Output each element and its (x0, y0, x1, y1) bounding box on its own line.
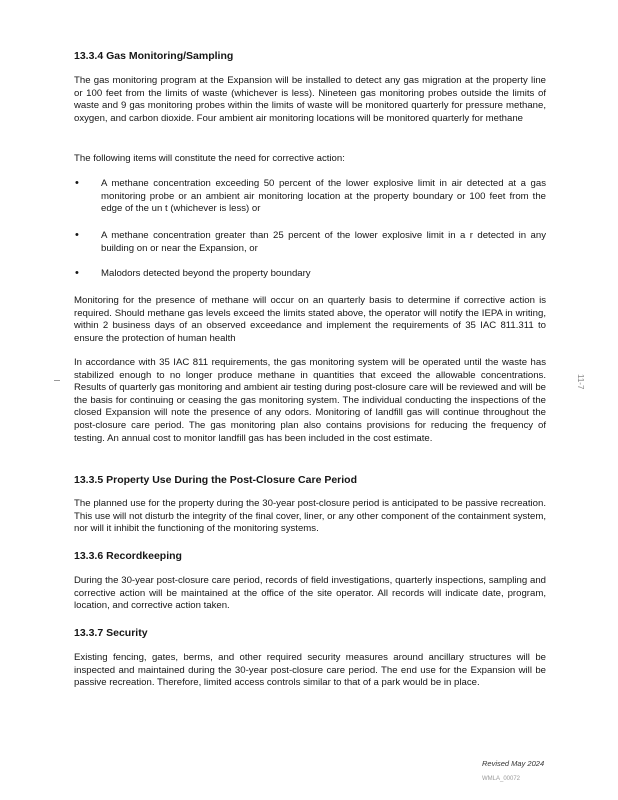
bullet-item-methane-building: A methane concentration greater than 25 percent of the lower explosive limit in a r detected in any building on or near the Expansion, or (101, 230, 546, 254)
bullet-item-malodors: Malodors detected beyond the property boundary (101, 268, 311, 279)
bullet-item-methane-probe: A methane concentration exceeding 50 percent of the lower explosive limit in air detected at a gas monitoring probe or an ambient air monitoring location at the property boundary or 100 feet from the edge of the un t (whichever is less) or (101, 178, 546, 215)
paragraph-security: Existing fencing, gates, berms, and other required security measures around ancillary structures will be inspected and maintained during the 30-year post-closure care period. The end use for the Expansion will be passive recreation. Therefore, limited access controls similar to that of a park would be in place. (74, 652, 546, 689)
footer-bates-number: WMLA_00072 (482, 776, 521, 782)
bullet-marker: • (75, 267, 79, 279)
section-heading-property-use: 13.3.5 Property Use During the Post-Closure Care Period (74, 474, 357, 486)
bullet-marker: • (75, 229, 79, 241)
paragraph-methane-quarterly: Monitoring for the presence of methane will occur on an quarterly basis to determine if corrective action is required. Should methane gas levels exceed the limits stated above, the operator will notify the IEPA in writing, within 2 business days of an observed exceedance and implement the requirements of 35 IAC 811.311 to ensure the protection of human health (74, 295, 546, 344)
paragraph-gas-monitoring-program: The gas monitoring program at the Expansion will be installed to detect any gas migration at the property line or 100 feet from the limits of waste (whichever is less). Nineteen gas monitoring probes outside the limits of waste and 9 gas monitoring probes within the limits of waste will be monitored quarterly for pressure methane, oxygen, and carbon dioxide. Four ambient air monitoring locations will be monitored quarterly for methane (74, 75, 546, 124)
paragraph-recordkeeping: During the 30-year post-closure care period, records of field investigations, quarterly inspections, sampling and corrective action will be maintained at the office of the site operator. All records will indicate date, program, location, and corrective action taken. (74, 575, 546, 612)
paragraph-811-requirements: In accordance with 35 IAC 811 requirements, the gas monitoring system will be operated until the waste has stabilized enough to no longer produce methane in quantities that exceed the allowable concentrations. Results of quarterly gas monitoring and ambient air testing during post-closure care will be reviewed and will be the basis for continuing or ceasing the gas monitoring system. The individual conducting the inspections of the closed Expansion will note the presence of any odors. Monitoring of landfill gas will continue throughout the post-closure care period. The gas monitoring plan also contains provisions for reducing the frequency of testing. An annual cost to monitor landfill gas has been included in the cost estimate. (74, 357, 546, 444)
margin-tick (54, 380, 60, 381)
paragraph-property-use: The planned use for the property during the 30-year post-closure period is anticipated to be passive recreation. This use will not disturb the integrity of the final cover, liner, or any other component of the containment system, nor will it inhibit the functioning of the monitoring systems. (74, 498, 546, 535)
section-heading-gas-monitoring: 13.3.4 Gas Monitoring/Sampling (74, 50, 234, 62)
section-heading-recordkeeping: 13.3.6 Recordkeeping (74, 550, 182, 562)
section-heading-security: 13.3.7 Security (74, 627, 148, 639)
bullet-marker: • (75, 177, 79, 189)
footer-revision-date: Revised May 2024 (482, 759, 545, 768)
paragraph-corrective-action-intro: The following items will constitute the need for corrective action: (74, 153, 345, 164)
margin-page-mark: 11-7 (576, 374, 585, 390)
